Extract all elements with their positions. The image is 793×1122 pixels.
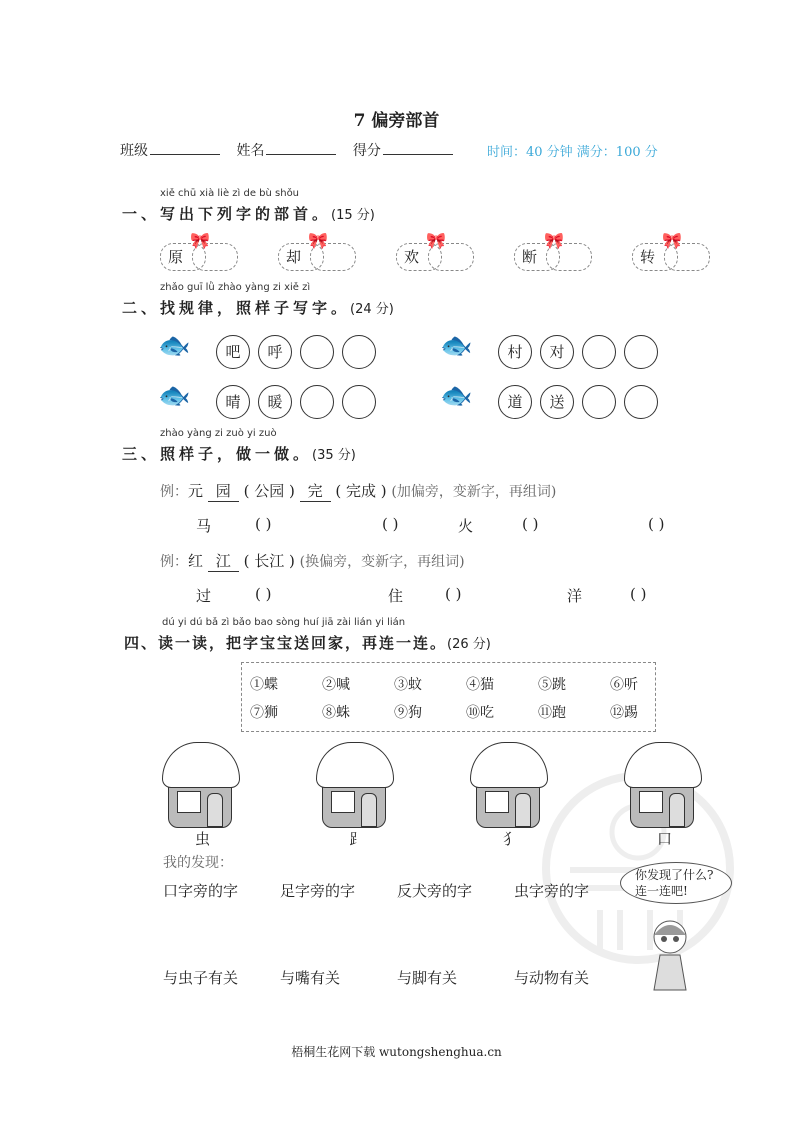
- row-item: 火: [458, 517, 474, 535]
- character: 原: [168, 248, 184, 266]
- radical-item: [278, 231, 354, 269]
- name-label: 姓名: [236, 143, 265, 159]
- character-options-box: [241, 662, 656, 732]
- bubble-circle[interactable]: [582, 385, 616, 419]
- bubble-line: 你发现了什么?: [635, 868, 714, 882]
- example-new-char: 江: [208, 550, 239, 572]
- row-item: 马: [196, 517, 212, 535]
- bubble-circle: 晴: [216, 385, 250, 419]
- student-info: [120, 140, 465, 160]
- footer: 梧桐生花网下载 wutongshenghua.cn: [291, 1045, 502, 1059]
- house-roof: [162, 742, 240, 788]
- bubble-circle: 对: [540, 335, 574, 369]
- row-item: 住: [388, 587, 404, 605]
- radical-label[interactable]: 虫字旁的字: [514, 882, 590, 900]
- fish-icon: 🐟: [158, 331, 191, 361]
- girl-illustration: [640, 915, 700, 995]
- fish-icon: 🐟: [158, 381, 191, 411]
- house-icon[interactable]: [162, 742, 238, 828]
- character-option[interactable]: ⑥听: [610, 677, 638, 693]
- row-item[interactable]: ( ): [445, 585, 462, 603]
- radical-item: [514, 231, 590, 269]
- example-note: (加偏旁，变新字，再组词): [391, 484, 557, 500]
- character: 欢: [404, 248, 420, 266]
- radical-label[interactable]: 足字旁的字: [280, 882, 356, 900]
- bubble-circle: 呼: [258, 335, 292, 369]
- character-option[interactable]: ⑧蛛: [322, 705, 350, 721]
- house-body: [168, 782, 232, 828]
- character: 却: [286, 248, 302, 266]
- house-icon[interactable]: [316, 742, 392, 828]
- score-label: 得分: [352, 143, 381, 159]
- character-option[interactable]: ①蝶: [250, 677, 278, 693]
- q2-heading-text: 二、找规律，照样子写字。: [122, 299, 351, 317]
- radical-label[interactable]: 反犬旁的字: [397, 882, 473, 900]
- bubble-circle: 暖: [258, 385, 292, 419]
- radical-item: [632, 231, 708, 269]
- q3-heading-text: 三、照样子，做一做。: [122, 445, 313, 463]
- class-label: 班级: [120, 143, 148, 159]
- character-option[interactable]: ②喊: [322, 677, 350, 693]
- row-item: 洋: [567, 587, 583, 605]
- bow-icon: 🎀: [426, 231, 446, 250]
- bubble-line: 连一连吧!: [635, 884, 688, 898]
- bubble-circle: 村: [498, 335, 532, 369]
- q1-points: (15 分): [331, 208, 375, 223]
- meaning-label[interactable]: 与虫子有关: [163, 969, 239, 987]
- q2-heading: [122, 297, 394, 318]
- meaning-label[interactable]: 与动物有关: [514, 969, 590, 987]
- character-option[interactable]: ⑫踢: [610, 705, 638, 721]
- house-radical: 虫: [195, 830, 211, 848]
- house-icon[interactable]: [624, 742, 700, 828]
- row-item[interactable]: ( ): [648, 515, 665, 533]
- row-item[interactable]: ( ): [522, 515, 539, 533]
- bubble-circle[interactable]: [624, 385, 658, 419]
- radical-item: [160, 231, 236, 269]
- q2-pinyin: zhǎo guī lǜ zhào yàng zi xiě zì: [160, 282, 311, 293]
- house-door: [207, 793, 223, 827]
- discovery-label: 我的发现：: [163, 855, 233, 871]
- q4-points: (26 分): [447, 637, 491, 652]
- q1-pinyin: xiě chū xià liè zì de bù shǒu: [160, 188, 300, 199]
- radical-item: [396, 231, 472, 269]
- house-door: [669, 793, 685, 827]
- bubble-circle[interactable]: [582, 335, 616, 369]
- house-roof: [624, 742, 702, 788]
- house-roof: [316, 742, 394, 788]
- example-base: 元: [188, 482, 204, 500]
- q4-pinyin: dú yi dú bǎ zì bǎo bao sòng huí jiā zài lián yi lián: [162, 617, 406, 628]
- house-door: [515, 793, 531, 827]
- house-radical: ⻊: [349, 830, 365, 848]
- character: 断: [522, 248, 538, 266]
- character-option[interactable]: ⑨狗: [394, 705, 422, 721]
- house-window: [639, 791, 663, 813]
- bow-icon: 🎀: [190, 231, 210, 250]
- house-window: [485, 791, 509, 813]
- bubble-circle: 吧: [216, 335, 250, 369]
- row-item: 过: [196, 587, 212, 605]
- example-new-char: 完: [300, 480, 331, 502]
- bubble-circle[interactable]: [342, 335, 376, 369]
- q3-example-2: 例：红 江 ( 长江 ) (换偏旁，变新字，再组词): [160, 552, 465, 570]
- q4-heading: [124, 632, 491, 653]
- house-icon[interactable]: [470, 742, 546, 828]
- bubble-circle[interactable]: [342, 385, 376, 419]
- class-blank[interactable]: [150, 140, 220, 155]
- house-body: [322, 782, 386, 828]
- q3-points: (35 分): [312, 448, 356, 463]
- q4-heading-text: 四、读一读，把字宝宝送回家，再连一连。: [124, 634, 448, 652]
- bow-icon: 🎀: [544, 231, 564, 250]
- time-note: 时间：40 分钟 满分：100 分: [487, 145, 658, 160]
- meaning-label[interactable]: 与嘴有关: [280, 969, 341, 987]
- row-item[interactable]: ( ): [630, 585, 647, 603]
- q1-heading: [122, 203, 375, 224]
- bow-icon: 🎀: [308, 231, 328, 250]
- bubble-circle[interactable]: [300, 385, 334, 419]
- house-window: [177, 791, 201, 813]
- bow-icon: 🎀: [662, 231, 682, 250]
- q1-heading-text: 一、写出下列字的部首。: [122, 205, 332, 223]
- q2-points: (24 分): [350, 302, 394, 317]
- example-word: 完成: [346, 482, 377, 500]
- bubble-circle: 送: [540, 385, 574, 419]
- radical-label[interactable]: 口字旁的字: [163, 882, 239, 900]
- character-option[interactable]: ④猫: [466, 677, 494, 693]
- character: 转: [640, 248, 656, 266]
- house-window: [331, 791, 355, 813]
- bubble-circle[interactable]: [624, 335, 658, 369]
- score-blank[interactable]: [383, 140, 453, 155]
- example-word: 长江: [254, 552, 285, 570]
- row-item[interactable]: ( ): [255, 585, 272, 603]
- character-option[interactable]: ⑪跑: [538, 705, 566, 721]
- fish-icon: 🐟: [440, 331, 473, 361]
- house-body: [630, 782, 694, 828]
- page-title: 7 偏旁部首: [353, 111, 440, 131]
- row-item[interactable]: ( ): [382, 515, 399, 533]
- character-option[interactable]: ⑦狮: [250, 705, 278, 721]
- q3-pinyin: zhào yàng zi zuò yi zuò: [160, 428, 277, 439]
- house-roof: [470, 742, 548, 788]
- example-note: (换偏旁，变新字，再组词): [299, 554, 465, 570]
- row-item[interactable]: ( ): [255, 515, 272, 533]
- example-word: 公园: [254, 482, 285, 500]
- example-new-char: 园: [208, 480, 239, 502]
- bubble-circle: 道: [498, 385, 532, 419]
- name-blank[interactable]: [266, 140, 336, 155]
- example-label: 例：: [160, 554, 188, 570]
- house-door: [361, 793, 377, 827]
- house-body: [476, 782, 540, 828]
- q3-example-1: 例：元 园 ( 公园 ) 完 ( 完成 ) (加偏旁，变新字，再组词): [160, 482, 557, 500]
- speech-bubble: [620, 862, 732, 904]
- character-option[interactable]: ③蚊: [394, 677, 422, 693]
- fish-icon: 🐟: [440, 381, 473, 411]
- bubble-circle[interactable]: [300, 335, 334, 369]
- character-option[interactable]: ⑤跳: [538, 677, 566, 693]
- house-radical: 口: [657, 830, 673, 848]
- character-option[interactable]: ⑩吃: [466, 705, 494, 721]
- meaning-label[interactable]: 与脚有关: [397, 969, 458, 987]
- example-base: 红: [188, 552, 204, 570]
- q3-heading: [122, 443, 356, 464]
- example-label: 例：: [160, 484, 188, 500]
- house-radical: 犭: [503, 830, 519, 848]
